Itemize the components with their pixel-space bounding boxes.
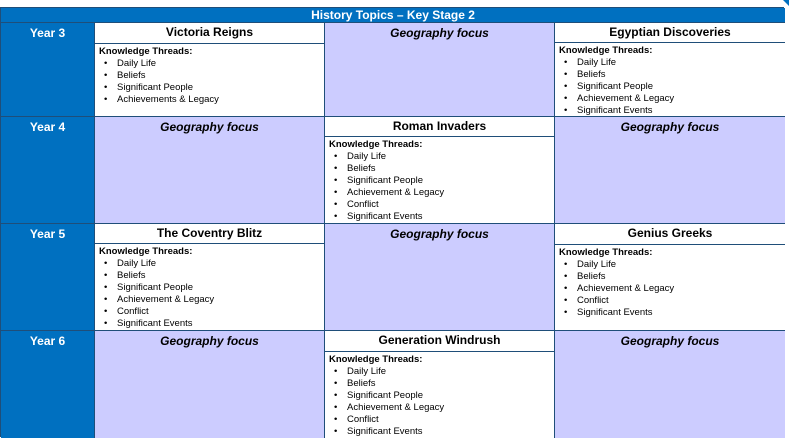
- thread-item: • Achievement & Legacy: [347, 402, 554, 414]
- knowledge-threads-heading: Knowledge Threads:: [559, 45, 653, 56]
- thread-item: • Daily Life: [347, 366, 554, 378]
- thread-item: • Daily Life: [117, 58, 324, 70]
- topic-cell: [94, 223, 324, 330]
- year-label: Year 5: [1, 223, 94, 330]
- thread-item: • Beliefs: [347, 163, 554, 175]
- geography-focus-cell: Geography focus: [94, 116, 324, 223]
- thread-item: • Daily Life: [577, 259, 785, 271]
- knowledge-threads: [555, 43, 785, 116]
- year-label: Year 3: [1, 22, 94, 116]
- thread-item: • Beliefs: [577, 69, 785, 81]
- year-label: Year 6: [1, 330, 94, 438]
- topic-title: Egyptian Discoveries: [555, 23, 785, 43]
- thread-item: • Beliefs: [347, 378, 554, 390]
- knowledge-threads: [325, 137, 554, 223]
- topic-cell: [554, 22, 785, 116]
- topic-cell: [324, 330, 554, 438]
- knowledge-threads: [555, 245, 785, 319]
- thread-item: • Significant People: [347, 390, 554, 402]
- thread-list: [559, 259, 785, 319]
- thread-item: • Achievement & Legacy: [117, 294, 324, 306]
- year-label: Year 4: [1, 116, 94, 223]
- thread-item: • Achievement & Legacy: [577, 93, 785, 105]
- thread-item: • Beliefs: [117, 70, 324, 82]
- thread-item: • Significant People: [347, 175, 554, 187]
- thread-item: • Daily Life: [347, 151, 554, 163]
- geography-focus-cell: Geography focus: [554, 116, 785, 223]
- thread-item: • Conflict: [117, 306, 324, 318]
- topic-title: Victoria Reigns: [95, 23, 324, 44]
- history-topics-table: [0, 7, 784, 437]
- topic-title: The Coventry Blitz: [95, 224, 324, 244]
- thread-item: • Achievement & Legacy: [347, 187, 554, 199]
- geography-focus-cell: Geography focus: [94, 330, 324, 438]
- thread-item: • Beliefs: [117, 270, 324, 282]
- thread-list: [329, 151, 554, 223]
- knowledge-threads-heading: Knowledge Threads:: [559, 247, 653, 258]
- thread-list: [99, 258, 324, 330]
- thread-list: [329, 366, 554, 438]
- thread-item: • Significant Events: [117, 318, 324, 330]
- topic-title: Genius Greeks: [555, 224, 785, 245]
- thread-item: • Significant People: [117, 82, 324, 94]
- thread-item: • Daily Life: [117, 258, 324, 270]
- topic-title: Roman Invaders: [325, 117, 554, 137]
- thread-item: • Significant People: [577, 81, 785, 93]
- thread-item: • Conflict: [347, 414, 554, 426]
- knowledge-threads-heading: Knowledge Threads:: [99, 46, 193, 57]
- topic-cell: [324, 116, 554, 223]
- geography-focus-cell: Geography focus: [554, 330, 785, 438]
- thread-list: [559, 57, 785, 116]
- thread-item: • Achievement & Legacy: [577, 283, 785, 295]
- knowledge-threads: [95, 44, 324, 106]
- knowledge-threads-heading: Knowledge Threads:: [329, 139, 423, 150]
- topic-title: Generation Windrush: [325, 331, 554, 352]
- thread-item: • Significant Events: [347, 211, 554, 223]
- geography-focus-cell: Geography focus: [324, 223, 554, 330]
- thread-list: [99, 58, 324, 106]
- thread-item: • Conflict: [347, 199, 554, 211]
- knowledge-threads: [325, 352, 554, 438]
- thread-item: • Significant People: [117, 282, 324, 294]
- thread-item: • Daily Life: [577, 57, 785, 69]
- topic-cell: [554, 223, 785, 330]
- thread-item: • Conflict: [577, 295, 785, 307]
- table-title: History Topics – Key Stage 2: [1, 8, 785, 22]
- thread-item: • Significant Events: [577, 105, 785, 116]
- knowledge-threads-heading: Knowledge Threads:: [99, 246, 193, 257]
- thread-item: • Significant Events: [347, 426, 554, 438]
- knowledge-threads-heading: Knowledge Threads:: [329, 354, 423, 365]
- knowledge-threads: [95, 244, 324, 330]
- thread-item: • Significant Events: [577, 307, 785, 319]
- thread-item: • Beliefs: [577, 271, 785, 283]
- geography-focus-cell: Geography focus: [324, 22, 554, 116]
- thread-item: • Achievements & Legacy: [117, 94, 324, 106]
- topic-cell: [94, 22, 324, 116]
- corner-marker: [783, 0, 789, 6]
